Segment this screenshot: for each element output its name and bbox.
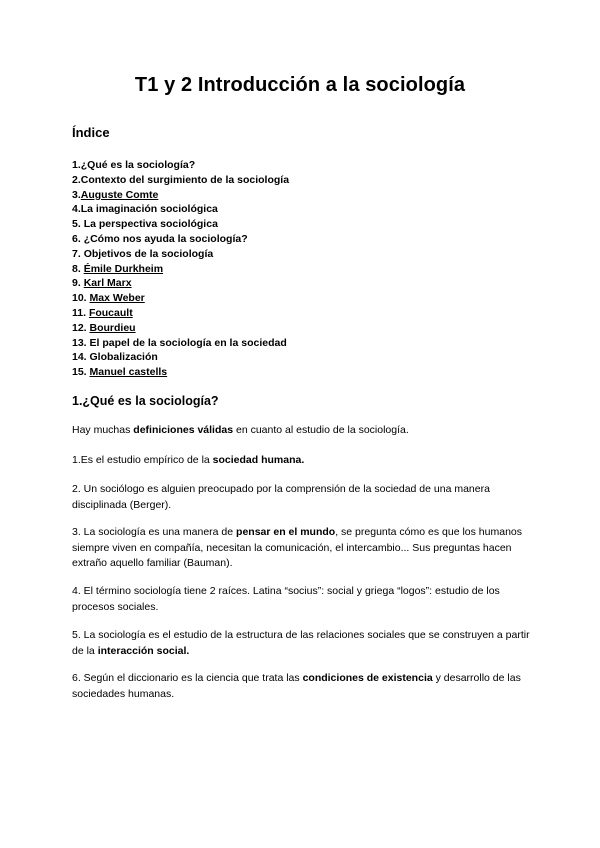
toc-item: 7. Objetivos de la sociología: [72, 247, 214, 260]
toc-item: 2.Contexto del surgimiento de la sociología: [72, 173, 290, 186]
toc-link: Manuel castells: [89, 366, 168, 379]
toc-link: Bourdieu: [89, 321, 136, 334]
toc-item[interactable]: 9. Karl Marx: [72, 277, 132, 290]
toc-item: 1.¿Qué es la sociología?: [72, 159, 196, 171]
toc-item[interactable]: 11. Foucault: [72, 306, 133, 319]
toc-item[interactable]: 3.Auguste Comte: [72, 188, 159, 201]
table-of-contents: [72, 158, 289, 380]
index-heading: Índice: [72, 125, 110, 140]
toc-item[interactable]: 15. Manuel castells: [72, 366, 168, 379]
page-title: T1 y 2 Introducción a la sociología: [134, 74, 466, 96]
paragraph: 4. El término sociología tiene 2 raíces. Latina “socius”: social y griega “logos”: estudio de los procesos sociales.: [72, 585, 500, 613]
section-heading: 1.¿Qué es la sociología?: [72, 394, 219, 408]
paragraph: 2. Un sociólogo es alguien preocupado por la comprensión de la sociedad de una manera disciplinada (Berger).: [72, 483, 490, 511]
toc-link: Foucault: [88, 306, 133, 319]
toc-item: 5. La perspectiva sociológica: [72, 218, 218, 231]
paragraph: 5. La sociología es el estudio de la estructura de las relaciones sociales que se construyen a partir de la interacción social.: [72, 629, 530, 657]
toc-item: 4.La imaginación sociológica: [72, 203, 218, 216]
toc-item[interactable]: 10. Max Weber: [72, 292, 145, 305]
toc-item[interactable]: 12. Bourdieu: [72, 321, 136, 334]
toc-item: 13. El papel de la sociología en la sociedad: [72, 336, 287, 349]
toc-item[interactable]: 8. Émile Durkheim: [72, 262, 164, 275]
toc-link: Auguste Comte: [80, 188, 159, 201]
toc-link: Karl Marx: [83, 277, 132, 290]
paragraph: 1.Es el estudio empírico de la sociedad humana.: [72, 454, 305, 466]
toc-item: 6. ¿Cómo nos ayuda la sociología?: [72, 232, 248, 245]
toc-link: Max Weber: [89, 292, 145, 305]
toc-link: Émile Durkheim: [83, 262, 164, 275]
paragraph: 3. La sociología es una manera de pensar en el mundo, se pregunta cómo es que los humanos siempre viven en compañía, necesitan la comunicación, el intercambio... Sus preguntas hacen extraño aquello familiar (Bauman).: [72, 526, 522, 569]
paragraph: Hay muchas definiciones válidas en cuanto al estudio de la sociología.: [72, 424, 409, 436]
paragraph: 6. Según el diccionario es la ciencia que trata las condiciones de existencia y desarrollo de las sociedades humanas.: [72, 672, 521, 700]
toc-item: 14. Globalización: [72, 351, 158, 364]
